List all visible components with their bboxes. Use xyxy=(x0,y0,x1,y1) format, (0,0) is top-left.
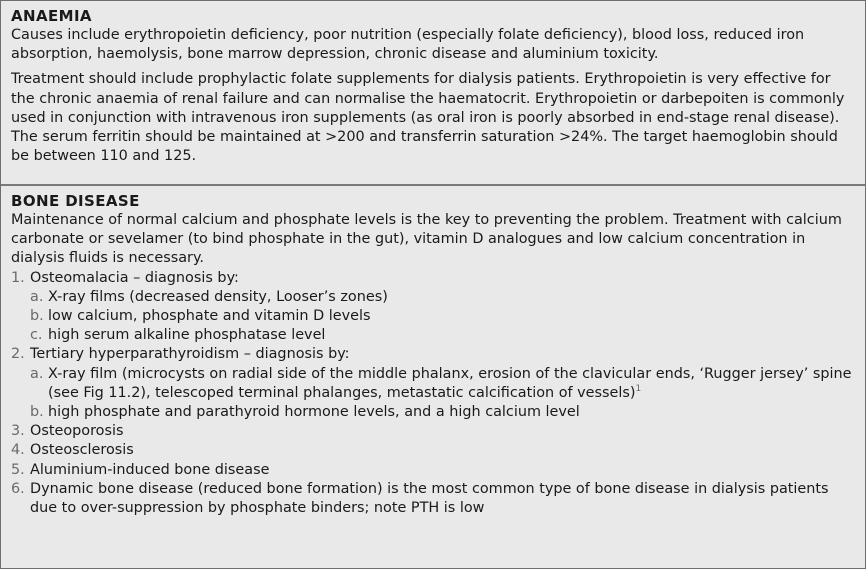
sub-list-item xyxy=(30,365,855,403)
sub-list-item xyxy=(30,403,855,422)
list-marker: 6. xyxy=(11,480,25,497)
list-marker: 1. xyxy=(11,269,25,286)
sub-list-text: X-ray films (decreased density, Looser’s zones) xyxy=(48,288,388,305)
sub-list-text: high phosphate and parathyroid hormone levels, and a high calcium level xyxy=(48,404,580,421)
sub-list-item xyxy=(30,326,855,345)
sub-list-marker: a. xyxy=(30,365,44,382)
bone-disease-intro: Maintenance of normal calcium and phosphate levels is the key to preventing the problem. Treatment with calcium carbonate or sevelamer (to bind phosphate in the gut), vitamin D analogues and low calcium concentration in dialysis fluids is necessary. xyxy=(11,212,842,267)
anaemia-causes-paragraph: Causes include erythropoietin deficiency, poor nutrition (especially folate deficiency), blood loss, reduced iron absorption, haemolysis, bone marrow depression, chronic disease and aluminium toxicity. xyxy=(11,27,805,63)
list-item-dynamic-bone-disease xyxy=(11,480,855,518)
osteomalacia-sublist xyxy=(30,288,855,346)
anaemia-heading: ANAEMIA xyxy=(11,7,92,25)
sub-list-text: low calcium, phosphate and vitamin D levels xyxy=(48,308,371,325)
sub-list-text: high serum alkaline phosphatase level xyxy=(48,327,326,344)
sub-list-marker: b. xyxy=(30,308,44,325)
sub-list-marker: a. xyxy=(30,288,44,305)
sub-list-marker: b. xyxy=(30,404,44,421)
list-item-text: Osteomalacia – diagnosis by: xyxy=(30,269,239,286)
list-item-osteoporosis xyxy=(11,422,855,441)
list-item-text: Dynamic bone disease (reduced bone formation) is the most common type of bone disease in dialysis patients due to over-suppression by phosphate binders; note PTH is low xyxy=(30,480,829,517)
list-item-text: Osteosclerosis xyxy=(30,442,134,459)
sub-list-marker: c. xyxy=(30,327,43,344)
sub-list-item xyxy=(30,307,855,326)
bone-disease-list xyxy=(11,269,855,519)
bone-disease-section xyxy=(1,186,865,568)
list-marker: 5. xyxy=(11,461,25,478)
list-item-osteosclerosis xyxy=(11,441,855,460)
sub-list-text: X-ray film (microcysts on radial side of the middle phalanx, erosion of the clavicular ends, ‘Rugger jersey’ spine (see Fig 11.2), telescoped terminal phalanges, metastatic calcification of vessels) xyxy=(48,365,852,401)
sub-list-item xyxy=(30,288,855,307)
list-marker: 2. xyxy=(11,346,25,363)
list-item-tertiary-hyperparathyroidism xyxy=(11,345,855,422)
list-marker: 4. xyxy=(11,442,25,459)
list-marker: 3. xyxy=(11,423,25,440)
list-item-text: Osteoporosis xyxy=(30,423,124,440)
anaemia-treatment-paragraph: Treatment should include prophylactic folate supplements for dialysis patients. Erythropoietin is very effective for the chronic anaemia of renal failure and can normalise the haematocrit. Erythropoietin or darbepoiten is commonly used in conjunction with intravenous iron supplements (as oral iron is poorly absorbed in end-stage renal disease). The serum ferritin should be maintained at >200 and transferrin saturation >24%. The target haemoglobin should be between 110 and 125. xyxy=(11,71,845,165)
bone-disease-heading: BONE DISEASE xyxy=(11,192,140,210)
anaemia-section xyxy=(1,1,865,184)
list-item-osteomalacia xyxy=(11,269,855,346)
list-item-text: Tertiary hyperparathyroidism – diagnosis by: xyxy=(30,346,350,363)
footnote-reference: 1 xyxy=(635,383,642,394)
list-item-text: Aluminium-induced bone disease xyxy=(30,461,270,478)
hyperparathyroidism-sublist xyxy=(30,365,855,423)
list-item-aluminium-bone-disease xyxy=(11,461,855,480)
